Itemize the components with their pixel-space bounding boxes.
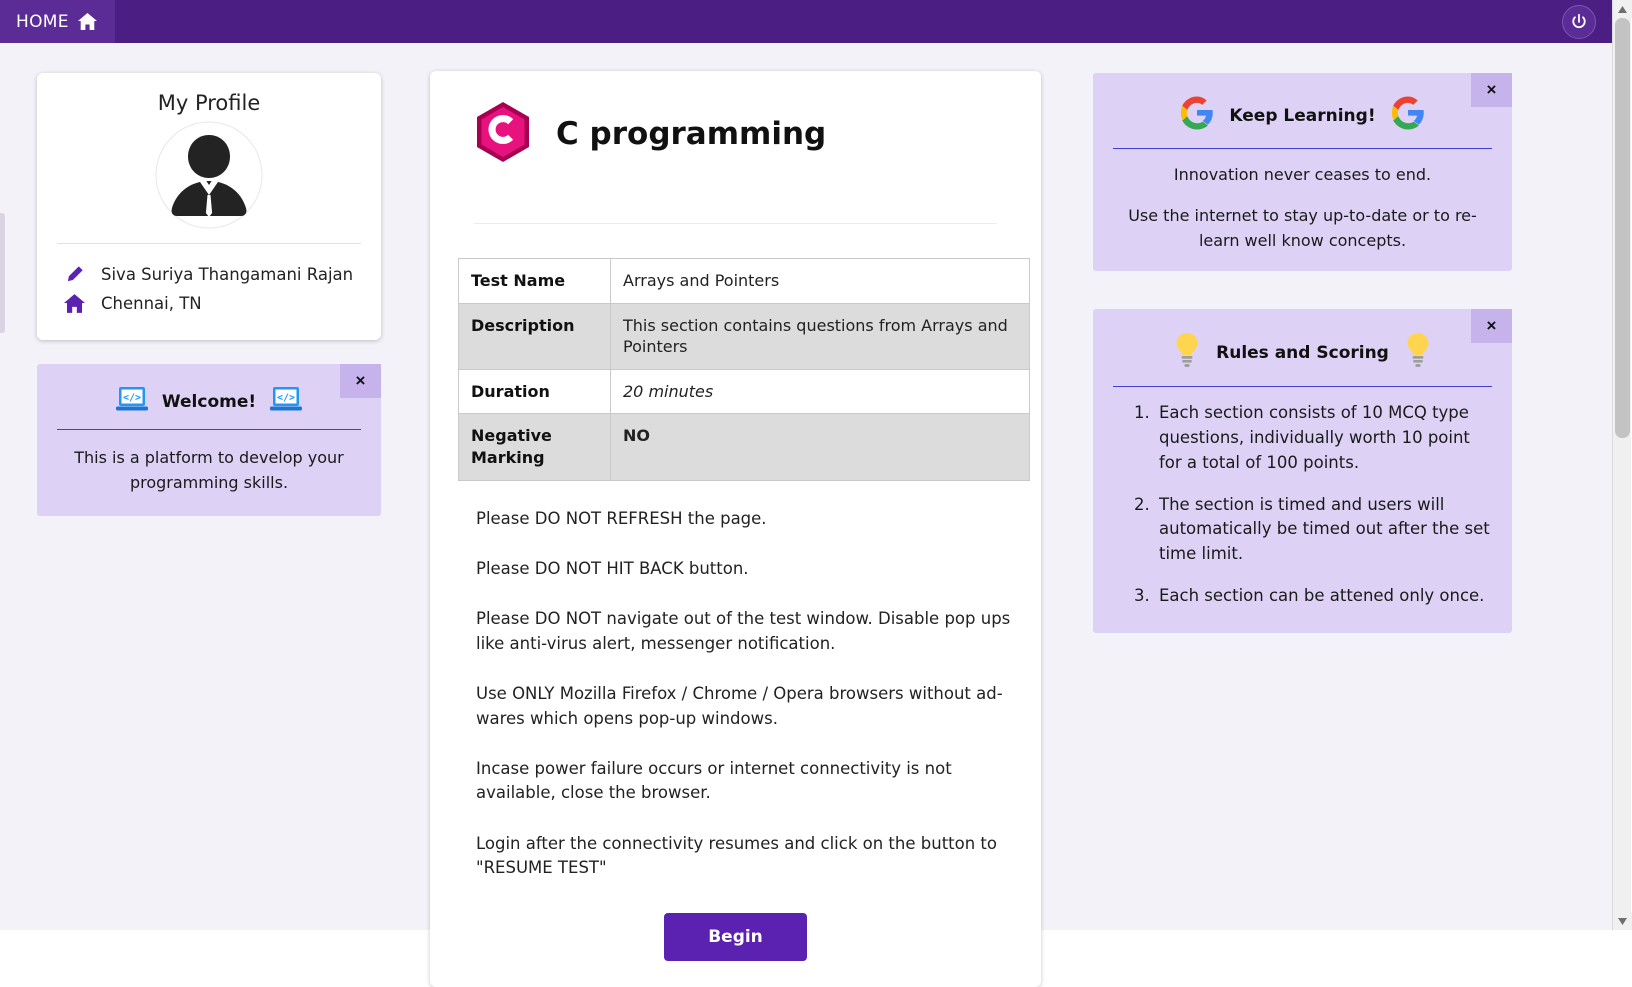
welcome-divider (57, 429, 361, 430)
table-cell-value: This section contains questions from Arrays and Pointers (611, 303, 1030, 369)
rules-close-button[interactable]: × (1471, 309, 1512, 343)
code-laptop-icon (116, 386, 148, 417)
user-avatar-icon (155, 121, 263, 229)
table-cell-value: NO (611, 414, 1030, 480)
welcome-title: Welcome! (161, 391, 257, 412)
avatar (57, 121, 361, 229)
code-laptop-icon (270, 386, 302, 417)
instruction-line: Please DO NOT REFRESH the page. (476, 508, 767, 528)
begin-button[interactable]: Begin (664, 913, 807, 961)
google-logo-icon (1390, 95, 1426, 136)
table-cell-label: Negative Marking (459, 414, 611, 480)
right-column (1093, 73, 1512, 633)
profile-name-row (57, 260, 361, 289)
rules-heading (1113, 331, 1492, 374)
table-cell-label: Test Name (459, 259, 611, 304)
svg-text:</>: </> (277, 392, 296, 404)
keep-learning-title: Keep Learning! (1229, 105, 1376, 126)
instruction-line: Please DO NOT HIT BACK button. (476, 558, 749, 578)
keep-learning-line1: Innovation never ceases to end. (1173, 165, 1432, 184)
welcome-close-button[interactable]: × (340, 364, 381, 398)
c-sharp-logo-icon (474, 101, 532, 167)
table-cell-label: Duration (459, 369, 611, 414)
table-row (459, 303, 1030, 369)
table-row (459, 414, 1030, 480)
keep-learning-close-button[interactable]: × (1471, 73, 1512, 107)
rules-divider (1113, 386, 1492, 387)
scroll-up-arrow-icon[interactable] (1613, 0, 1632, 18)
test-header (458, 97, 1013, 167)
welcome-heading (57, 386, 361, 417)
home-icon (63, 294, 85, 313)
profile-location: Chennai, TN (101, 294, 202, 313)
table-row (459, 259, 1030, 304)
power-logout-button[interactable] (1562, 5, 1596, 39)
list-item: 1. Each section consists of 10 MCQ type questions, individually worth 10 point for a total of 100 points. (1155, 401, 1492, 475)
nav-home-label: HOME (16, 11, 69, 32)
table-cell-label: Description (459, 303, 611, 369)
begin-button-container (458, 907, 1013, 987)
instruction-line: Login after the connectivity resumes and click on the button to "RESUME TEST" (476, 833, 997, 878)
keep-learning-heading (1113, 95, 1492, 136)
power-icon (1570, 13, 1588, 31)
rules-title: Rules and Scoring (1216, 342, 1389, 363)
header-divider (474, 223, 997, 224)
instruction-line: Use ONLY Mozilla Firefox / Chrome / Opera browsers without ad-wares which opens pop-up windows. (476, 684, 1003, 728)
top-navbar (0, 0, 1612, 43)
page-content (0, 43, 1612, 947)
profile-name: Siva Suriya Thangamani Rajan (101, 265, 354, 284)
rules-and-scoring-box (1093, 309, 1512, 632)
keep-learning-line2: Use the internet to stay up-to-date or to re-learn well know concepts. (1128, 205, 1477, 250)
profile-title: My Profile (157, 91, 261, 115)
lightbulb-icon (1403, 331, 1433, 374)
page-scrollbar[interactable] (1612, 0, 1631, 930)
home-icon (78, 13, 97, 30)
keep-learning-divider (1113, 148, 1492, 149)
pencil-icon (63, 265, 85, 284)
page-title: C programming (556, 116, 827, 152)
profile-card (37, 73, 381, 340)
left-edge-tab (0, 213, 5, 333)
google-logo-icon (1179, 95, 1215, 136)
list-item: 3. Each section can be attened only once. (1155, 584, 1492, 609)
scroll-down-arrow-icon[interactable] (1613, 912, 1632, 930)
nav-home-button[interactable] (0, 0, 115, 43)
welcome-box (37, 364, 381, 516)
svg-text:</>: </> (122, 392, 141, 404)
test-details-card (430, 71, 1041, 987)
keep-learning-box (1093, 73, 1512, 271)
profile-location-row (57, 289, 361, 318)
scrollbar-thumb[interactable] (1615, 18, 1630, 438)
test-instructions (458, 497, 1013, 881)
welcome-text: This is a platform to develop your programming skills. (74, 448, 344, 492)
test-info-table (458, 258, 1030, 481)
lightbulb-icon (1172, 331, 1202, 374)
list-item: 2. The section is timed and users will automatically be timed out after the set time limit. (1155, 493, 1492, 567)
instruction-line: Incase power failure occurs or internet connectivity is not available, close the browser. (476, 759, 952, 803)
table-cell-value: Arrays and Pointers (611, 259, 1030, 304)
left-column (37, 73, 381, 516)
rules-list (1113, 401, 1492, 608)
instruction-line: Please DO NOT navigate out of the test window. Disable pop ups like anti-virus alert, messenger notification. (476, 609, 1011, 653)
table-cell-value: 20 minutes (611, 369, 1030, 414)
profile-divider (57, 243, 361, 244)
table-row (459, 369, 1030, 414)
